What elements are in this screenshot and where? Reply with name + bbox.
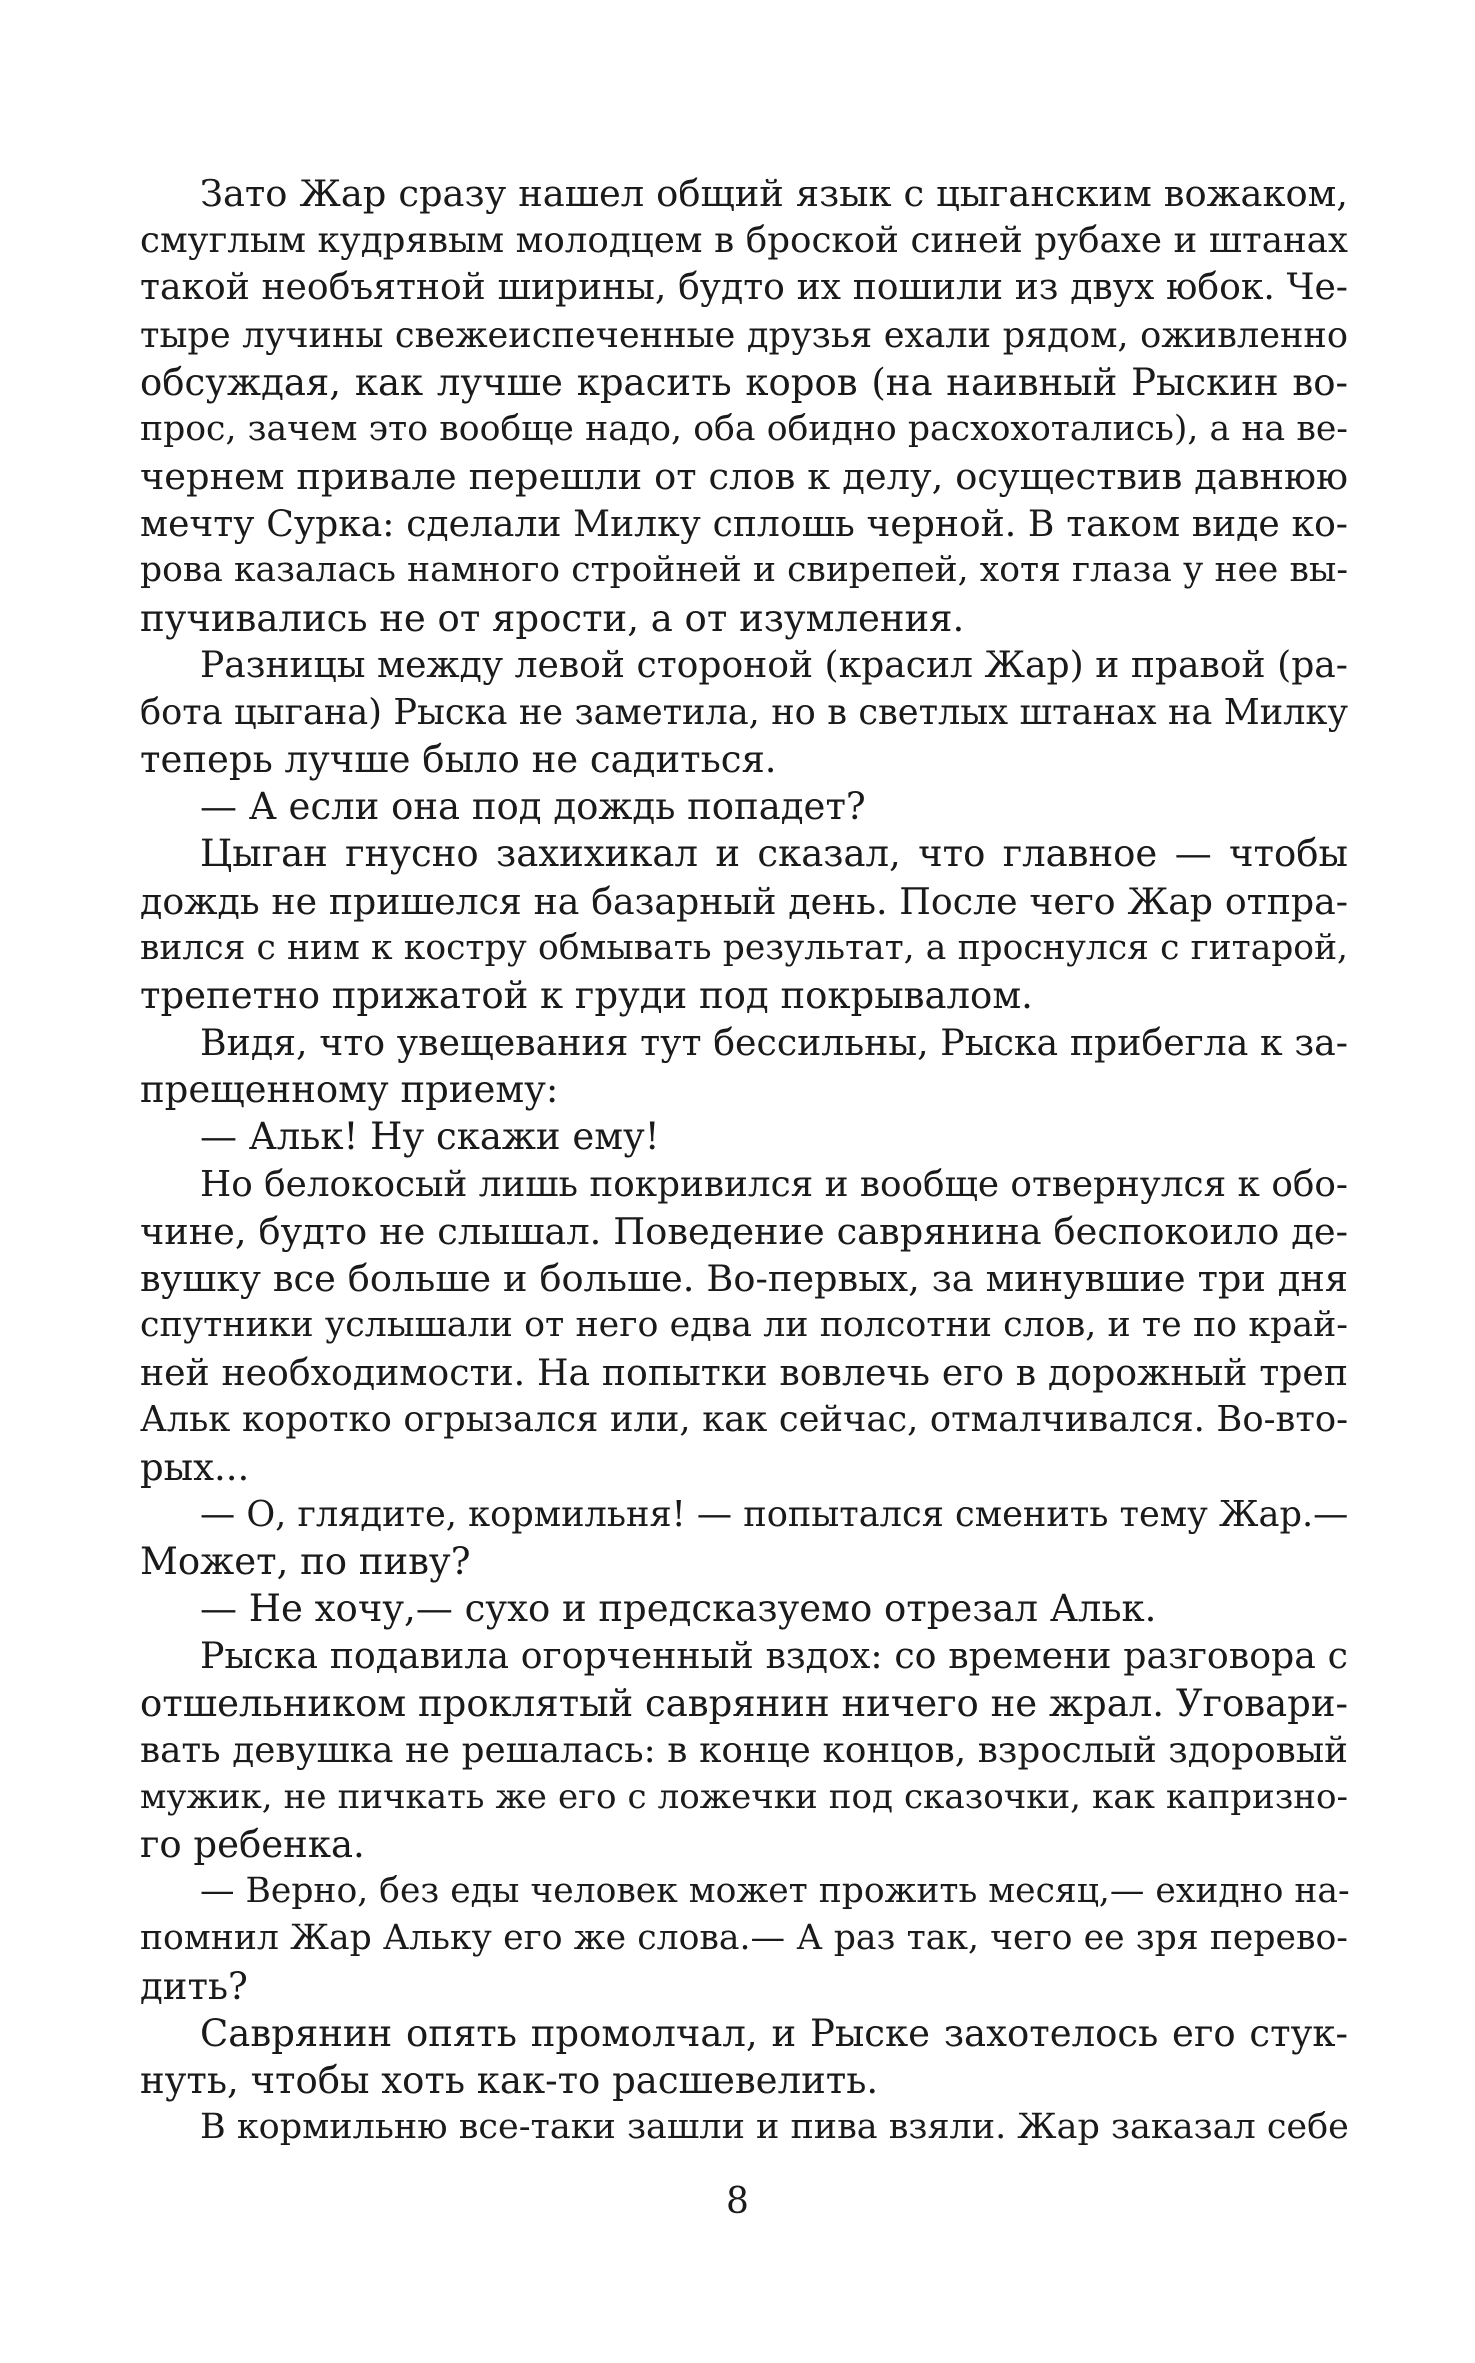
text-line: мужик, не пичкать же его с ложечки под сказочки, как капризно- bbox=[140, 1776, 1348, 1817]
text-line: го ребенка. bbox=[140, 1823, 365, 1867]
text-line: отшельником проклятый саврянин ничего не жрал. Уговари- bbox=[140, 1681, 1348, 1725]
text-line: нуть, чтобы хоть как-то расшевелить. bbox=[140, 2058, 879, 2102]
text-line: мечту Сурка: сделали Милку сплошь черной. В таком виде ко- bbox=[140, 502, 1348, 546]
text-line: смуглым кудрявым молодцем в броской синей рубахе и штанах bbox=[140, 220, 1348, 262]
text-line: бота цыгана) Рыска не заметила, но в светлых штанах на Милку bbox=[140, 691, 1348, 733]
text-line: рых... bbox=[140, 1445, 250, 1489]
text-line: — Верно, без еды человек может прожить месяц,— ехидно на- bbox=[200, 1871, 1350, 1912]
text-line: Рыска подавила огорченный вздох: со времени разговора с bbox=[200, 1634, 1348, 1678]
text-line: тыре лучины свежеиспеченные друзья ехали рядом, оживленно bbox=[140, 314, 1348, 356]
text-line: В кормильню все-таки зашли и пива взяли. Жар заказал себе bbox=[200, 2107, 1349, 2148]
text-line: чине, будто не слышал. Поведение саврянина беспокоило де- bbox=[140, 1209, 1348, 1253]
text-line: чернем привале перешли от слов к делу, осуществив давнюю bbox=[140, 455, 1348, 499]
text-line: помнил Жар Альку его же слова.— А раз так, чего ее зря перево- bbox=[140, 1918, 1348, 1959]
text-line: Цыган гнусно захихикал и сказал, что главное — чтобы bbox=[200, 832, 1348, 876]
text-line: трепетно прижатой к груди под покрывалом. bbox=[140, 973, 1033, 1017]
text-line: теперь лучше было не садиться. bbox=[140, 738, 777, 782]
text-line: Саврянин опять промолчал, и Рыске захотелось его стук- bbox=[200, 2011, 1348, 2055]
text-line: Альк коротко огрызался или, как сейчас, отмалчивался. Во-вто- bbox=[140, 1399, 1348, 1441]
text-line: Разницы между левой стороной (красил Жар) и правой (ра- bbox=[200, 643, 1348, 686]
text-line: — А если она под дождь попадет? bbox=[200, 785, 866, 829]
text-line: дить? bbox=[140, 1964, 248, 2008]
text-line: обсуждая, как лучше красить коров (на наивный Рыскин во- bbox=[140, 360, 1348, 404]
text-line: ней необходимости. На попытки вовлечь его в дорожный треп bbox=[140, 1351, 1348, 1395]
text-line: Зато Жар сразу нашел общий язык с цыганским вожаком, bbox=[200, 172, 1348, 215]
text-line: вился с ним к костру обмывать результат, а проснулся с гитарой, bbox=[140, 927, 1348, 968]
text-line: вать девушка не решалась: в конце концов, взрослый здоровый bbox=[140, 1729, 1348, 1771]
text-line: — Альк! Ну скажи ему! bbox=[200, 1115, 660, 1159]
text-line: пучивались не от ярости, а от изумления. bbox=[140, 596, 965, 640]
text-line: прещенному приему: bbox=[140, 1068, 559, 1112]
text-line: Видя, что увещевания тут бессильны, Рыска прибегла к за- bbox=[200, 1021, 1348, 1065]
text-line: вушку все больше и больше. Во-первых, за минувшие три дня bbox=[140, 1256, 1348, 1300]
text-line: — Не хочу,— сухо и предсказуемо отрезал Альк. bbox=[200, 1587, 1157, 1631]
text-line: прос, зачем это вообще надо, оба обидно расхохотались), а на ве- bbox=[140, 408, 1348, 449]
body-text bbox=[140, 170, 1348, 2151]
text-line: такой необъятной ширины, будто их пошили из двух юбок. Че- bbox=[140, 266, 1348, 309]
text-line: — О, глядите, кормильня! — попытался сменить тему Жар.— bbox=[200, 1493, 1349, 1535]
text-line: спутники услышали от него едва ли полсотни слов, и те по край- bbox=[140, 1305, 1348, 1346]
text-line: Может, по пиву? bbox=[140, 1539, 471, 1583]
text-line: Но белокосый лишь покривился и вообще отвернулся к обо- bbox=[200, 1163, 1348, 1205]
page-number: 8 bbox=[726, 2181, 749, 2222]
text-line: рова казалась намного стройней и свирепей, хотя глаза у нее вы- bbox=[140, 550, 1348, 591]
text-line: дождь не пришелся на базарный день. После чего Жар отпра- bbox=[140, 879, 1348, 923]
